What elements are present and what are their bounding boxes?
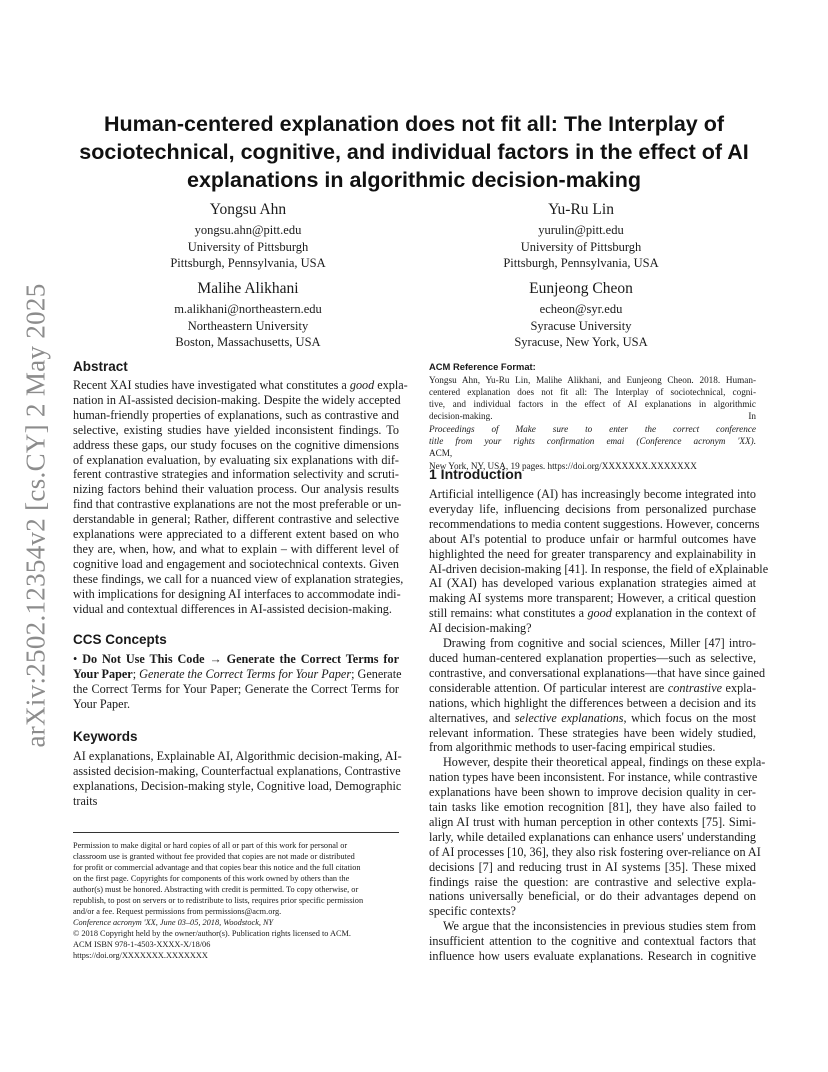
acm-ref-line: title from your rights confirmation emai (Conference acronym 'XX). ACM, [429, 435, 756, 459]
intro-line: considerable attention. Of particular interest are contrastive expla- [429, 680, 757, 695]
intro-line: AI (XAI) has developed various explanation strategies aimed at [429, 576, 756, 591]
author-location: Syracuse, New York, USA [514, 335, 648, 349]
author-block-3 [98, 278, 398, 351]
author-name: Yongsu Ahn [209, 201, 287, 218]
abstract-line: they are, when, how, and what to explain – with different level of [73, 541, 399, 556]
author-name: Yu-Ru Lin [548, 201, 614, 218]
intro-line: We argue that the inconsistencies in previous studies stem from [443, 919, 756, 934]
intro-line: larly, while detailed explanations can enhance users' understanding [429, 829, 756, 844]
intro-line: highlighted the need for greater transparency and explainability in [429, 546, 756, 561]
author-email: echeon@syr.edu [539, 302, 623, 316]
footnote-doi: https://doi.org/XXXXXXX.XXXXXXX [73, 951, 208, 960]
author-name: Malihe Alikhani [197, 280, 299, 297]
abstract-line: of explanation evaluation, by evaluating six explanations with dif- [73, 452, 399, 467]
intro-line: nation types have been inconsistent. For instance, while contrastive [429, 770, 758, 785]
abstract-line: cognitive load and engagement and sociotechnical contexts. Given [73, 556, 399, 571]
footnote-line: on the first page. Copyrights for components of this work owned by others than the [73, 874, 350, 883]
acm-ref-line: Yongsu Ahn, Yu-Ru Lin, Malihe Alikhani, and Eunjeong Cheon. 2018. Human- [429, 374, 756, 385]
author-name: Eunjeong Cheon [529, 280, 633, 297]
intro-line: duced human-centered explanation properties—such as selective, [429, 650, 756, 665]
abstract-line: find that contrastive explanations are not the most preferable or un- [73, 497, 402, 512]
author-email: m.alikhani@northeastern.edu [174, 302, 322, 316]
arxiv-identifier [20, 282, 52, 748]
abstract-line: vidual and contextual differences in AI-assisted decision-making. [73, 601, 392, 616]
keywords-heading: Keywords [73, 729, 138, 744]
acm-reference [429, 361, 756, 472]
footnote-line: republish, to post on servers or to redistribute to lists, requires prior specific permission [73, 896, 364, 905]
title-line: Human-centered explanation does not fit all: The Interplay of [104, 112, 724, 136]
intro-line: recommendations to media content suggestions. However, concerns [429, 516, 760, 531]
abstract-line: these findings, we call for a nuanced view of explanation strategies, [73, 571, 404, 586]
acm-reference-heading: ACM Reference Format: [429, 361, 536, 372]
author-location: Boston, Massachusetts, USA [175, 335, 321, 349]
title-line: sociotechnical, cognitive, and individual factors in the effect of AI [79, 140, 749, 164]
keywords-line: AI explanations, Explainable AI, Algorithmic decision-making, AI- [73, 749, 402, 763]
permission-footnote [73, 832, 399, 961]
intro-line: still remains: what constitutes a good explanation in the context of [429, 606, 757, 621]
keywords-line: assisted decision-making, Counterfactual explanations, Contrastive [73, 763, 401, 778]
abstract-heading: Abstract [73, 359, 128, 374]
intro-line: Drawing from cognitive and social sciences, Miller [47] intro- [443, 636, 756, 651]
author-affiliation: Syracuse University [530, 318, 632, 333]
intro-line: However, despite their theoretical appeal, findings on these expla- [443, 755, 766, 770]
intro-line: decisions [7] and reducing trust in AI systems [35]. These mixed [429, 859, 756, 874]
intro-line: contrastive, and conversational explanations—that have since gained [429, 665, 766, 680]
author-location: Pittsburgh, Pennsylvania, USA [170, 256, 326, 270]
keywords-line: traits [73, 793, 98, 808]
intro-line: of AI processes [10, 36], they also risk fostering over-reliance on AI [429, 844, 761, 859]
intro-line: tain tasks like emotion recognition [81], they have also failed to [429, 800, 756, 815]
footnote-line: and/or a fee. Request permissions from permissions@acm.org. [73, 907, 282, 916]
author-block-1 [98, 199, 398, 272]
intro-line: align AI trust with human perception in other contexts [75]. Simi- [429, 814, 756, 829]
acm-ref-line: New York, NY, USA, 19 pages. https://doi.org/XXXXXXX.XXXXXXX [429, 460, 697, 471]
abstract-line: ferent contrastive strategies and information selectivity and scruti- [73, 467, 399, 482]
abstract-line: derstandable in general; Rather, different contrastive and selective [73, 512, 399, 527]
introduction-section [429, 465, 769, 964]
abstract-line: selective, existing studies have yielded inconsistent findings. To [73, 422, 399, 437]
intro-line: explanations have been shown to improve decision quality in cer- [429, 785, 756, 800]
author-email: yurulin@pitt.edu [538, 223, 624, 237]
footnote-line: for profit or commercial advantage and that copies bear this notice and the full citation [73, 863, 361, 872]
author-block-4 [431, 278, 731, 351]
intro-line: Artificial intelligence (AI) has increasingly become integrated into [429, 487, 756, 501]
author-location: Pittsburgh, Pennsylvania, USA [503, 256, 659, 270]
abstract-line: address these gaps, our study focuses on the cognitive dimensions [73, 437, 399, 452]
intro-line: everyday life, influencing decisions from personalized purchase [429, 501, 756, 516]
intro-line: insufficient attention to the cognitive and contextual factors that [429, 934, 756, 949]
footnote-conference: Conference acronym 'XX, June 03–05, 2018, Woodstock, NY [73, 918, 274, 927]
footnote-line: Permission to make digital or hard copies of all or part of this work for personal or [73, 841, 348, 850]
author-affiliation: University of Pittsburgh [520, 239, 642, 254]
ccs-heading: CCS Concepts [73, 632, 167, 647]
author-email: yongsu.ahn@pitt.edu [194, 223, 302, 237]
footnote-line: classroom use is granted without fee provided that copies are not made or distributed [73, 852, 355, 861]
intro-line: AI-driven decision-making [41]. In response, the field of eXplainable [429, 561, 769, 576]
abstract-line: human-friendly properties of explanations, such as contrastive and [73, 407, 399, 422]
paper-title [60, 110, 768, 194]
abstract-line: explanations were appreciated to a different extent based on who [73, 527, 399, 542]
intro-line: making AI systems more transparent; However, a critical question [429, 591, 756, 606]
abstract-section [73, 358, 408, 617]
keywords-section [73, 728, 402, 809]
intro-line: findings raise the question: are contrastive and selective expla- [429, 874, 756, 889]
acm-ref-line: tive, and individual factors in the effect of AI explanations in algorithmic [429, 399, 756, 410]
intro-line: nations, which highlight the differences between a decision and its [429, 695, 756, 710]
abstract-line: nizing factors behind their valuation process. Our analysis results [73, 482, 399, 497]
intro-line: relevant information. These strategies have been widely studied, [429, 725, 756, 740]
arxiv-identifier-text: arXiv:2502.12354v2 [cs.CY] 2 May 2025 [20, 282, 51, 748]
footnote-isbn: ACM ISBN 978-1-4503-XXXX-X/18/06 [73, 940, 211, 949]
author-block-2 [431, 199, 731, 272]
intro-line: influence how users evaluate explanations. Research in cognitive [429, 949, 756, 964]
abstract-line: nation in AI-assisted decision-making. Despite the widely accepted [73, 392, 401, 407]
author-affiliation: University of Pittsburgh [187, 239, 309, 254]
title-line: explanations in algorithmic decision-making [187, 168, 641, 192]
ccs-line: Your Paper; Generate the Correct Terms for Your Paper; Generate [73, 666, 402, 681]
ccs-line: Your Paper. [73, 696, 130, 711]
author-affiliation: Northeastern University [187, 318, 309, 333]
footnote-line: author(s) must be honored. Abstracting with credit is permitted. To copy otherwise, or [73, 885, 359, 894]
intro-line: alternatives, and selective explanations, which focus on the most [429, 710, 756, 725]
acm-ref-line: decision-making. In Proceedings of Make sure to enter the correct conference [429, 411, 756, 434]
ccs-line: • Do Not Use This Code → Generate the Correct Terms for [73, 652, 399, 666]
intro-line: AI decision-making? [429, 621, 532, 636]
intro-line: from algorithmic methods to user-facing empirical studies. [429, 740, 716, 755]
abstract-line: Recent XAI studies have investigated what constitutes a good expla- [73, 378, 408, 392]
keywords-line: explanations, Decision-making style, Cognitive load, Demographic [73, 778, 402, 793]
ccs-section [73, 631, 402, 712]
footnote-copyright: © 2018 Copyright held by the owner/author(s). Publication rights licensed to ACM. [73, 929, 351, 938]
intro-line: specific contexts? [429, 904, 516, 919]
intro-line: nations universally beneficial, or do their advantages depend on [429, 889, 756, 904]
intro-line: about AI's potential to produce unfair or harmful outcomes have [429, 531, 756, 546]
abstract-line: with implications for designing AI interfaces to accommodate indi- [73, 586, 401, 601]
introduction-heading: 1 Introduction [429, 466, 523, 482]
acm-ref-line: centered explanation does not fit all: The Interplay of sociotechnical, cogni- [429, 386, 756, 397]
ccs-line: the Correct Terms for Your Paper; Generate the Correct Terms for [73, 681, 399, 696]
